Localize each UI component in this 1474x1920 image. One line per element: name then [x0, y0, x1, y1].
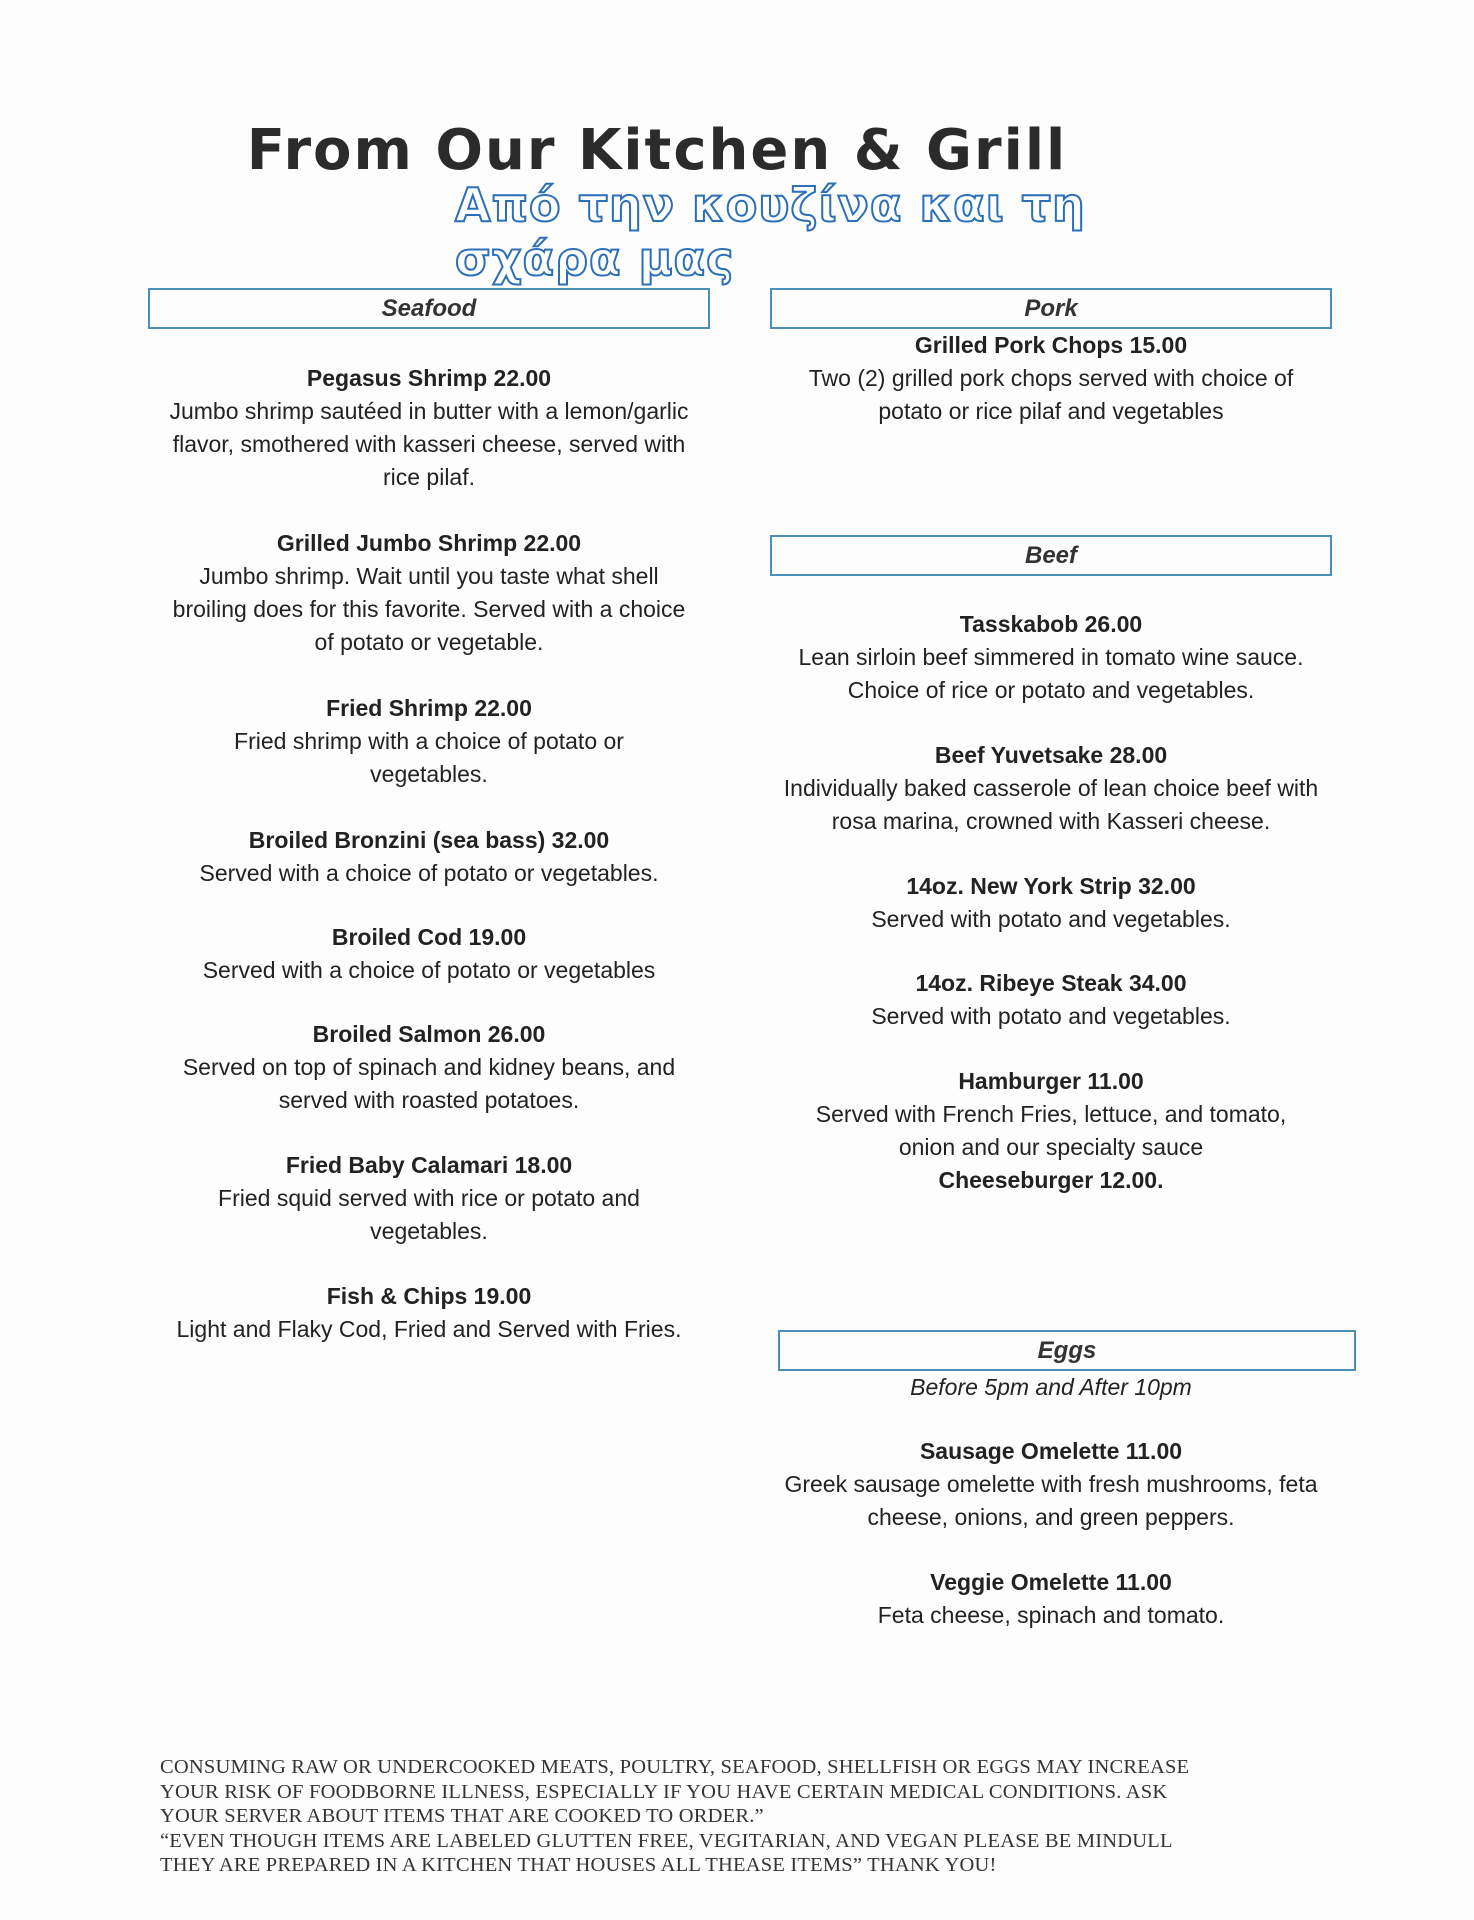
menu-item-description: Lean sirloin beef simmered in tomato wine sauce. Choice of rice or potato and vegetables.: [798, 644, 1304, 703]
menu-item-name: Broiled Salmon 26.00: [312, 1021, 546, 1047]
menu-item-description: Served with a choice of potato or vegetables: [202, 957, 656, 983]
right-column: [770, 288, 1332, 1632]
menu-item: [770, 739, 1332, 838]
menu-item-description: Served on top of spinach and kidney beans, and served with roasted potatoes.: [182, 1054, 676, 1113]
menu-item: [148, 362, 710, 494]
menu-item-description: Fried squid served with rice or potato and vegetables.: [218, 1185, 640, 1244]
menu-item-name: Hamburger 11.00: [958, 1068, 1144, 1094]
menu-item-name: Grilled Pork Chops 15.00: [914, 332, 1188, 358]
menu-item-name: Sausage Omelette 11.00: [919, 1438, 1183, 1464]
menu-item-description: Served with French Fries, lettuce, and tomato, onion and our specialty sauce: [815, 1101, 1287, 1160]
menu-item: [148, 1018, 710, 1117]
menu-item-description: Jumbo shrimp. Wait until you taste what shell broiling does for this favorite. Served with a choice of potato or vegetable.: [172, 563, 686, 655]
menu-item: [148, 692, 710, 791]
seafood-section-header: Seafood: [148, 288, 710, 329]
disclaimer-line: YOUR RISK OF FOODBORNE ILLNESS, ESPECIALLY IF YOU HAVE CERTAIN MEDICAL CONDITIONS. ASK: [160, 1780, 1168, 1803]
menu-item-name: Fish & Chips 19.00: [326, 1283, 532, 1309]
menu-item-description: Individually baked casserole of lean choice beef with rosa marina, crowned with Kasseri cheese.: [783, 775, 1319, 834]
menu-item-name: 14oz. Ribeye Steak 34.00: [915, 970, 1187, 996]
disclaimer-line: CONSUMING RAW OR UNDERCOOKED MEATS, POULTRY, SEAFOOD, SHELLFISH OR EGGS MAY INCREASE: [160, 1756, 1190, 1778]
menu-item-name: Tasskabob 26.00: [959, 611, 1143, 637]
menu-item-name: Veggie Omelette 11.00: [930, 1569, 1172, 1595]
menu-item: [770, 329, 1332, 428]
menu-item-name: Cheeseburger 12.00.: [938, 1167, 1164, 1193]
menu-item-description: Served with potato and vegetables.: [871, 1003, 1231, 1029]
menu-item: [770, 1065, 1332, 1197]
menu-item: [770, 967, 1332, 1033]
page-title: From Our Kitchen & Grill: [246, 118, 1068, 183]
menu-item: [770, 608, 1332, 707]
menu-item-description: Jumbo shrimp sautéed in butter with a lemon/garlic flavor, smothered with kasseri cheese, served with rice pilaf.: [169, 398, 689, 490]
menu-item-name: 14oz. New York Strip 32.00: [906, 873, 1196, 899]
menu-item-description: Fried shrimp with a choice of potato or vegetables.: [234, 728, 624, 787]
pork-section-header: Pork: [770, 288, 1332, 329]
menu-item: [148, 824, 710, 890]
menu-item: [770, 1566, 1332, 1632]
menu-item: [148, 527, 710, 659]
menu-item: [770, 1435, 1332, 1534]
menu-item-name: Broiled Cod 19.00: [331, 924, 527, 950]
eggs-section-header: Eggs: [778, 1330, 1356, 1371]
allergy-disclaimer: [160, 1755, 1360, 1878]
menu-item-name: Beef Yuvetsake 28.00: [934, 742, 1168, 768]
page-subtitle-greek: Από την κουζίνα και τη σχάρα μας: [455, 178, 1086, 286]
menu-item-name: Fried Shrimp 22.00: [326, 695, 532, 721]
menu-item-name: Fried Baby Calamari 18.00: [285, 1152, 573, 1178]
eggs-availability-note: Before 5pm and After 10pm: [910, 1374, 1192, 1400]
disclaimer-line: “EVEN THOUGH ITEMS ARE LABELED GLUTTEN FREE, VEGITARIAN, AND VEGAN PLEASE BE MINDULL: [160, 1829, 1173, 1852]
menu-item-description: Two (2) grilled pork chops served with choice of potato or rice pilaf and vegetables: [808, 365, 1294, 424]
menu-item-description: Served with potato and vegetables.: [871, 906, 1231, 932]
seafood-column: [148, 288, 710, 1346]
disclaimer-line: THEY ARE PREPARED IN A KITCHEN THAT HOUSES ALL THEASE ITEMS” THANK YOU!: [160, 1854, 997, 1876]
menu-item-name: Pegasus Shrimp 22.00: [306, 365, 552, 391]
beef-section-header: Beef: [770, 535, 1332, 576]
menu-item: [148, 1280, 710, 1346]
menu-item-description: Light and Flaky Cod, Fried and Served with Fries.: [176, 1316, 682, 1342]
menu-item-description: Served with a choice of potato or vegetables.: [199, 860, 659, 886]
menu-item: [148, 921, 710, 987]
menu-item: [770, 870, 1332, 936]
disclaimer-line: YOUR SERVER ABOUT ITEMS THAT ARE COOKED TO ORDER.”: [160, 1805, 764, 1827]
menu-item-description: Greek sausage omelette with fresh mushrooms, feta cheese, onions, and green peppers.: [784, 1471, 1318, 1530]
menu-item-name: Broiled Bronzini (sea bass) 32.00: [248, 827, 610, 853]
menu-item-description: Feta cheese, spinach and tomato.: [877, 1602, 1225, 1628]
menu-item: [148, 1149, 710, 1248]
menu-item-name: Grilled Jumbo Shrimp 22.00: [276, 530, 582, 556]
